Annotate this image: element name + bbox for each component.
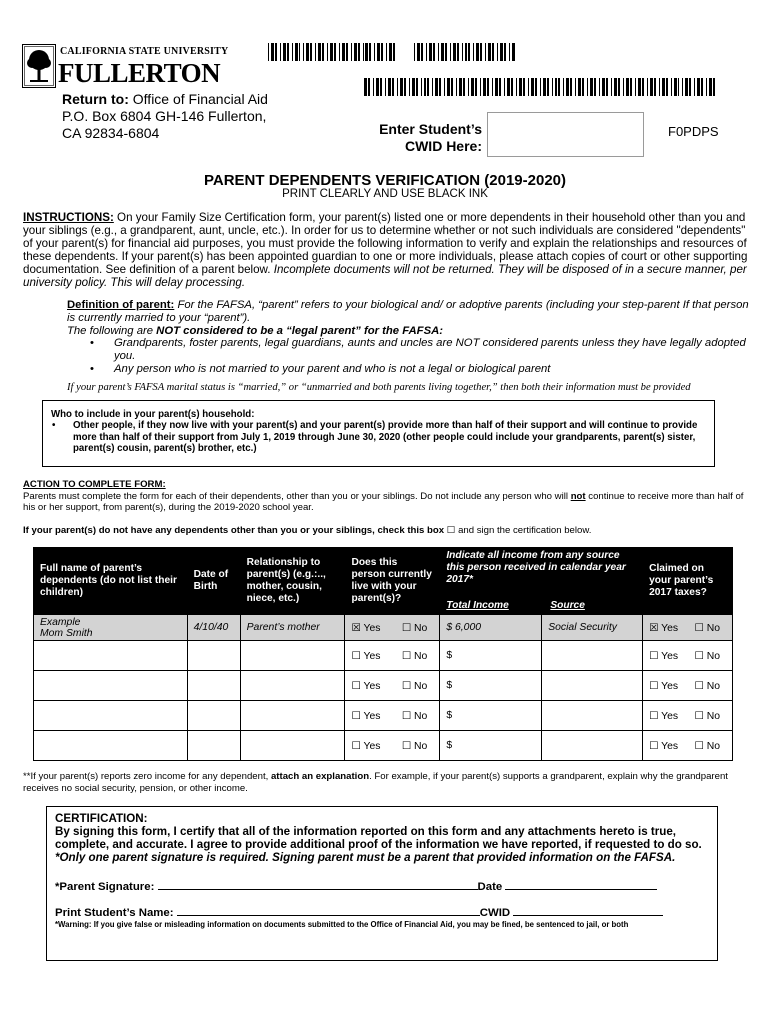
not-parent-list bbox=[114, 337, 753, 375]
not-parent-bullet-2: Any person who is not married to your parent and who is not a legal or biological parent bbox=[114, 362, 551, 375]
cwid-sign-field[interactable] bbox=[513, 905, 663, 916]
barcode-bar bbox=[701, 78, 703, 96]
income-input[interactable]: $ bbox=[440, 731, 542, 761]
barcode-bar bbox=[453, 43, 456, 61]
parent-signature-line bbox=[55, 879, 657, 893]
who-to-include-box bbox=[42, 400, 715, 467]
form-code: F0PDPS bbox=[668, 124, 719, 139]
barcode-bar bbox=[364, 78, 367, 96]
source-input[interactable] bbox=[542, 701, 643, 731]
student-name-line bbox=[55, 905, 663, 919]
example-source: Social Security bbox=[542, 615, 643, 641]
barcode-bar bbox=[706, 78, 707, 96]
dob-input[interactable] bbox=[187, 701, 240, 731]
barcode-bar bbox=[647, 78, 648, 96]
barcode-bar bbox=[552, 78, 553, 96]
barcode-top-left bbox=[268, 43, 398, 61]
barcode-bar bbox=[465, 43, 468, 61]
no-dependents-checkbox[interactable]: ☐ bbox=[446, 525, 456, 536]
barcode-bar bbox=[674, 78, 677, 96]
col-header-relationship: Relationship to parent(s) (e.g.:.., mother, cousin, niece, etc.) bbox=[240, 548, 345, 615]
barcode-bar bbox=[365, 43, 368, 61]
barcode-bar bbox=[330, 43, 333, 61]
claimed-no-checkbox[interactable]: ☐ No bbox=[694, 740, 720, 752]
barcode-bar bbox=[426, 43, 427, 61]
barcode-bar bbox=[354, 43, 357, 61]
certification-italic: *Only one parent signature is required. Signing parent must be a parent that provided information on the FAFSA. bbox=[55, 851, 676, 865]
barcode-bar bbox=[694, 78, 695, 96]
barcode-bar bbox=[295, 43, 298, 61]
col-header-total-income: Total Income bbox=[446, 600, 509, 611]
example-relationship: Parent’s mother bbox=[240, 615, 345, 641]
barcode-long bbox=[364, 78, 718, 96]
lives-yes-checkbox[interactable]: ☐ Yes bbox=[351, 680, 381, 692]
barcode-bar bbox=[509, 43, 510, 61]
barcode-bar bbox=[487, 78, 489, 96]
barcode-bar bbox=[429, 43, 432, 61]
barcode-bar bbox=[416, 78, 418, 96]
example-name-line-1: Example bbox=[40, 616, 81, 628]
barcode-bar bbox=[299, 43, 301, 61]
barcode-bar bbox=[363, 43, 364, 61]
barcode-bar bbox=[439, 78, 441, 96]
barcode-bar bbox=[511, 78, 513, 96]
page-subtitle: PRINT CLEARLY AND USE BLACK INK bbox=[282, 188, 488, 200]
barcode-bar bbox=[507, 78, 510, 96]
certification-heading: CERTIFICATION: bbox=[55, 812, 148, 825]
no-dependents-bold: If your parent(s) do not have any dependents other than you or your siblings, check this box bbox=[23, 525, 445, 536]
barcode-bar bbox=[635, 78, 636, 96]
barcode-bar bbox=[497, 43, 498, 61]
barcode-bar bbox=[397, 78, 398, 96]
barcode-bar bbox=[590, 78, 593, 96]
barcode-bar bbox=[476, 43, 479, 61]
barcode-bar bbox=[385, 78, 386, 96]
barcode-bar bbox=[666, 78, 668, 96]
barcode-bar bbox=[421, 43, 423, 61]
barcode-bar bbox=[535, 78, 537, 96]
barcode-bar bbox=[685, 78, 688, 96]
barcode-bar bbox=[594, 78, 596, 96]
barcode-bar bbox=[566, 78, 569, 96]
claimed-no-checkbox[interactable]: ☐ No bbox=[694, 680, 720, 692]
dependents-table bbox=[33, 547, 733, 761]
source-input[interactable] bbox=[542, 731, 643, 761]
relationship-input[interactable] bbox=[240, 731, 345, 761]
claimed-yes-checkbox[interactable]: ☐ Yes bbox=[649, 650, 679, 662]
definition-label: Definition of parent: bbox=[67, 299, 175, 311]
cwid-label-line-2: CWID Here: bbox=[404, 138, 482, 154]
claimed-no-checkbox[interactable]: ☐ No bbox=[694, 710, 720, 722]
lives-no-checkbox[interactable]: ☐ No bbox=[401, 740, 428, 752]
barcode-bar bbox=[614, 78, 617, 96]
example-lives-yes: ☒ Yes bbox=[351, 622, 381, 634]
barcode-bar bbox=[456, 78, 457, 96]
barcode-bar bbox=[473, 43, 474, 61]
barcode-bar bbox=[662, 78, 665, 96]
barcode-bar bbox=[678, 78, 680, 96]
barcode-bar bbox=[427, 78, 429, 96]
barcode-bar bbox=[488, 43, 491, 61]
relationship-input[interactable] bbox=[240, 701, 345, 731]
barcode-bar bbox=[500, 43, 503, 61]
barcode-bar bbox=[388, 78, 391, 96]
barcode-bar bbox=[376, 78, 379, 96]
barcode-bar bbox=[351, 43, 352, 61]
barcode-bar bbox=[432, 78, 433, 96]
no-dependents-rest: and sign the certification below. bbox=[455, 525, 592, 536]
barcode-bar bbox=[271, 43, 274, 61]
zero-income-note bbox=[23, 771, 753, 795]
barcode-bar bbox=[280, 43, 281, 61]
barcode-bar bbox=[346, 43, 348, 61]
relationship-input[interactable] bbox=[240, 671, 345, 701]
income-input[interactable]: $ bbox=[440, 701, 542, 731]
barcode-bar bbox=[689, 78, 691, 96]
barcode-bar bbox=[642, 78, 644, 96]
barcode-bar bbox=[441, 43, 444, 61]
barcode-bar bbox=[512, 43, 515, 61]
barcode-bar bbox=[547, 78, 549, 96]
table-row bbox=[34, 641, 733, 671]
income-input[interactable]: $ bbox=[440, 671, 542, 701]
relationship-input[interactable] bbox=[240, 641, 345, 671]
campus-name: FULLERTON bbox=[58, 58, 221, 88]
barcode-bar bbox=[417, 43, 420, 61]
not-considered-text: The following are bbox=[67, 324, 157, 337]
instructions-text: On your Family Size Certification form, your parent(s) listed one or more dependents in their household other than you and your siblings (e.g., a grandparent, aunt, uncle, etc.). In order for us to determine whether or not such individuals are considered "dependents" of your parent(s) for financial aid purposes, you must provide the following information to verify and explain the relationships and resources of these dependents. If your parent(s) has been appointed guardian to one or more individuals, please attach copies of court or other supporting documentation. See definition of a parent below. bbox=[23, 211, 748, 276]
claimed-yes-checkbox[interactable]: ☐ Yes bbox=[649, 740, 679, 752]
barcode-bar bbox=[480, 78, 481, 96]
certification-body bbox=[55, 825, 717, 865]
barcode-bar bbox=[611, 78, 612, 96]
barcode-bar bbox=[463, 78, 465, 96]
claimed-no-checkbox[interactable]: ☐ No bbox=[694, 650, 720, 662]
barcode-bar bbox=[528, 78, 529, 96]
barcode-bar bbox=[638, 78, 641, 96]
barcode-bar bbox=[322, 43, 324, 61]
who-to-include-item: • Other people, if they now live with your parent(s) and your parent(s) provide more than half of their support and will continue to provide more than half of their support from July 1, 2019 through June 30, 2020 (other people could include your grandparents, parent(s) sister, parent(s) cousin, parent(s) brother, etc.) bbox=[51, 420, 708, 454]
example-name-line-2: Mom Smith bbox=[40, 627, 93, 639]
example-income: $ 6,000 bbox=[440, 615, 542, 641]
claimed-yes-checkbox[interactable]: ☐ Yes bbox=[649, 680, 679, 692]
example-claimed bbox=[643, 615, 733, 641]
barcode-bar bbox=[445, 43, 447, 61]
dependent-name-input[interactable] bbox=[34, 671, 188, 701]
return-address-line-2: CA 92834-6804 bbox=[62, 125, 160, 141]
barcode-bar bbox=[310, 43, 312, 61]
barcode-bar bbox=[400, 78, 403, 96]
dob-input[interactable] bbox=[187, 731, 240, 761]
university-name: CALIFORNIA STATE UNIVERSITY bbox=[60, 46, 229, 57]
barcode-bar bbox=[368, 78, 370, 96]
source-input[interactable] bbox=[542, 641, 643, 671]
barcode-bar bbox=[433, 43, 435, 61]
action-section bbox=[23, 479, 753, 514]
barcode-bar bbox=[495, 78, 498, 96]
barcode-bar bbox=[468, 43, 470, 61]
barcode-bar bbox=[318, 43, 321, 61]
example-lives-with bbox=[345, 615, 440, 641]
barcode-bar bbox=[504, 78, 505, 96]
table-header-row bbox=[34, 548, 733, 615]
table-row bbox=[34, 731, 733, 761]
lives-no-checkbox[interactable]: ☐ No bbox=[401, 680, 428, 692]
barcode-bar bbox=[268, 43, 269, 61]
barcode-bar bbox=[459, 78, 462, 96]
barcode-bar bbox=[492, 78, 493, 96]
barcode-bar bbox=[618, 78, 620, 96]
barcode-bar bbox=[421, 78, 422, 96]
instructions bbox=[23, 212, 751, 289]
date-label: Date bbox=[477, 881, 503, 893]
example-lives-no: ☐ No bbox=[401, 622, 428, 634]
page-title: PARENT DEPENDENTS VERIFICATION (2019-2020) bbox=[203, 172, 567, 189]
warning-text: *Warning: If you give false or misleading information on documents submitted to the Office of Financial Aid, you may be fined, be sentenced to jail, or both bbox=[55, 920, 629, 929]
dob-input[interactable] bbox=[187, 641, 240, 671]
source-input[interactable] bbox=[542, 671, 643, 701]
barcode-bar bbox=[358, 43, 360, 61]
dependent-name-input[interactable] bbox=[34, 731, 188, 761]
note-bold: attach an explanation bbox=[270, 771, 370, 782]
barcode-bar bbox=[630, 78, 632, 96]
barcode-bar bbox=[450, 43, 451, 61]
barcode-bar bbox=[444, 78, 445, 96]
barcode-bar bbox=[659, 78, 660, 96]
barcode-bar bbox=[369, 43, 371, 61]
claimed-cell bbox=[643, 641, 733, 671]
barcode-bar bbox=[475, 78, 477, 96]
list-item bbox=[114, 337, 753, 363]
parent-signature-field[interactable] bbox=[158, 879, 478, 890]
barcode-bar bbox=[543, 78, 546, 96]
barcode-bar bbox=[275, 43, 277, 61]
barcode-bar bbox=[499, 78, 501, 96]
claimed-cell bbox=[643, 671, 733, 701]
barcode-bar bbox=[504, 43, 506, 61]
table-row bbox=[34, 671, 733, 701]
col-header-lives-with: Does this person currently live with your parent(s)? bbox=[345, 548, 440, 615]
barcode-bar bbox=[303, 43, 304, 61]
tree-seal-icon bbox=[22, 44, 56, 88]
example-claimed-yes: ☒ Yes bbox=[649, 622, 679, 634]
student-name-label: Print Student’s Name: bbox=[55, 907, 174, 919]
barcode-bar bbox=[709, 78, 712, 96]
barcode-bar bbox=[393, 43, 395, 61]
barcode-bar bbox=[386, 43, 387, 61]
barcode-bar bbox=[480, 43, 482, 61]
no-dependents-line bbox=[23, 525, 591, 536]
cwid-input[interactable] bbox=[487, 112, 644, 157]
certification-box bbox=[46, 806, 718, 961]
barcode-bar bbox=[671, 78, 672, 96]
barcode-bar bbox=[334, 43, 336, 61]
barcode-bar bbox=[287, 43, 289, 61]
barcode-bar bbox=[599, 78, 600, 96]
marital-status-note: If your parent’s FAFSA marital status is “married,” or “unmarried and both parents living together,” then both their information must be provided bbox=[67, 382, 691, 393]
barcode-bar bbox=[292, 43, 293, 61]
certification-text: By signing this form, I certify that all of the information reported on this form and any attachments hereto is true, complete, and accurate. I agree to provide additional proof of the information we have reported, if requested to do so. bbox=[55, 825, 702, 852]
instructions-italic: Incomplete documents will not be returned. They will be disposed of in a secure manner, per university policy. This will delay processing. bbox=[23, 262, 747, 289]
barcode-bar bbox=[392, 78, 394, 96]
lives-yes-checkbox[interactable]: ☐ Yes bbox=[351, 710, 381, 722]
example-dob: 4/10/40 bbox=[187, 615, 240, 641]
barcode-bar bbox=[283, 43, 286, 61]
instructions-label: INSTRUCTIONS: bbox=[23, 211, 114, 224]
income-input[interactable]: $ bbox=[440, 641, 542, 671]
cwid-sign-label: CWID bbox=[479, 907, 511, 919]
barcode-bar bbox=[602, 78, 605, 96]
example-name bbox=[34, 615, 188, 641]
barcode-bar bbox=[682, 78, 683, 96]
barcode-bar bbox=[327, 43, 328, 61]
barcode-bar bbox=[404, 78, 406, 96]
cwid-label bbox=[340, 121, 482, 155]
action-heading: ACTION TO COMPLETE FORM: bbox=[23, 479, 166, 490]
barcode-bar bbox=[587, 78, 588, 96]
student-name-field[interactable] bbox=[177, 905, 480, 916]
note-text-2: . For example, if your parent(s) supports a grandparent, explain why the grandparent receives no social security, pension, or other income. bbox=[23, 771, 728, 794]
action-text-not: not bbox=[570, 490, 586, 502]
barcode-bar bbox=[523, 78, 525, 96]
lives-yes-checkbox[interactable]: ☐ Yes bbox=[351, 650, 381, 662]
barcode-bar bbox=[389, 43, 392, 61]
barcode-bar bbox=[654, 78, 656, 96]
action-text-2: continue to receive more than half of his or her support, from parent(s), during the 2019-2020 school year. bbox=[23, 490, 744, 514]
table-row-example bbox=[34, 615, 733, 641]
lives-with-cell bbox=[345, 671, 440, 701]
return-address bbox=[62, 91, 268, 142]
barcode-bar bbox=[471, 78, 474, 96]
lives-with-cell bbox=[345, 641, 440, 671]
barcode-bar bbox=[570, 78, 572, 96]
parent-signature-label: *Parent Signature: bbox=[55, 881, 155, 893]
barcode-bar bbox=[315, 43, 316, 61]
dependent-name-input[interactable] bbox=[34, 641, 188, 671]
claimed-cell bbox=[643, 701, 733, 731]
return-label: Return to: bbox=[62, 91, 129, 107]
barcode-bar bbox=[438, 43, 439, 61]
barcode-bar bbox=[582, 78, 584, 96]
dependent-name-input[interactable] bbox=[34, 701, 188, 731]
barcode-bar bbox=[468, 78, 469, 96]
dob-input[interactable] bbox=[187, 671, 240, 701]
barcode-bar bbox=[462, 43, 463, 61]
col-header-source: Source bbox=[550, 600, 585, 611]
return-office: Office of Financial Aid bbox=[132, 91, 268, 107]
barcode-bar bbox=[485, 43, 486, 61]
barcode-bar bbox=[563, 78, 564, 96]
lives-yes-checkbox[interactable]: ☐ Yes bbox=[351, 740, 381, 752]
barcode-bar bbox=[447, 78, 450, 96]
col-header-claimed: Claimed on your parent’s 2017 taxes? bbox=[643, 548, 733, 615]
barcode-bar bbox=[623, 78, 624, 96]
lives-with-cell bbox=[345, 731, 440, 761]
lives-with-cell bbox=[345, 701, 440, 731]
example-claimed-no: ☐ No bbox=[694, 622, 720, 634]
not-considered-bold: NOT considered to be a “legal parent” for the FAFSA: bbox=[156, 324, 444, 337]
barcode-bar bbox=[457, 43, 459, 61]
list-item bbox=[114, 363, 753, 376]
barcode-bar bbox=[492, 43, 494, 61]
barcode-bar bbox=[381, 43, 383, 61]
university-logo bbox=[22, 44, 229, 94]
barcode-bar bbox=[380, 78, 382, 96]
claimed-yes-checkbox[interactable]: ☐ Yes bbox=[649, 710, 679, 722]
action-text-1: Parents must complete the form for each of their dependents, other than you or your siblings. Do not include any person who will bbox=[23, 490, 571, 502]
barcode-bar bbox=[606, 78, 608, 96]
barcode-bar bbox=[697, 78, 700, 96]
return-address-line-1: P.O. Box 6804 GH-146 Fullerton, bbox=[62, 108, 267, 124]
lives-no-checkbox[interactable]: ☐ No bbox=[401, 710, 428, 722]
table-row bbox=[34, 701, 733, 731]
col-header-name: Full name of parent’s dependents (do not list their children) bbox=[34, 548, 188, 615]
definition-of-parent bbox=[67, 299, 753, 376]
lives-no-checkbox[interactable]: ☐ No bbox=[401, 650, 428, 662]
barcode-bar bbox=[626, 78, 629, 96]
barcode-bar bbox=[451, 78, 453, 96]
barcode-bar bbox=[412, 78, 415, 96]
barcode-bar bbox=[483, 78, 486, 96]
income-header-text: Indicate all income from any source this person received in calendar year 2017* bbox=[446, 550, 626, 585]
not-parent-bullet-1: Grandparents, foster parents, legal guardians, aunts and uncles are NOT considered parents unless they have legally adopted you. bbox=[114, 337, 746, 363]
barcode-bar bbox=[374, 43, 375, 61]
barcode-bar bbox=[578, 78, 581, 96]
col-header-income bbox=[440, 548, 643, 615]
barcode-bar bbox=[555, 78, 558, 96]
definition-text: For the FAFSA, “parent” refers to your biological and/ or adoptive parents (including your step-parent If that person is currently married to your “parent”). bbox=[67, 299, 749, 324]
who-to-include-heading: Who to include in your parent(s) household: bbox=[51, 409, 255, 420]
barcode-bar bbox=[540, 78, 541, 96]
date-field[interactable] bbox=[505, 879, 657, 890]
barcode-bar bbox=[650, 78, 653, 96]
barcode-bar bbox=[339, 43, 340, 61]
col-header-dob: Date of Birth bbox=[187, 548, 240, 615]
barcode-bar bbox=[558, 78, 560, 96]
barcode-bar bbox=[377, 43, 380, 61]
barcode-bar bbox=[342, 43, 345, 61]
barcode-bar bbox=[373, 78, 374, 96]
barcode-bar bbox=[424, 78, 427, 96]
barcode-bar bbox=[516, 78, 517, 96]
cwid-label-line-1: Enter Student’s bbox=[379, 121, 482, 137]
barcode-bar bbox=[414, 43, 415, 61]
barcode-bar bbox=[713, 78, 715, 96]
claimed-cell bbox=[643, 731, 733, 761]
barcode-bar bbox=[435, 78, 438, 96]
barcode-bar bbox=[575, 78, 576, 96]
barcode-bar bbox=[409, 78, 410, 96]
barcode-bar bbox=[519, 78, 522, 96]
barcode-bar bbox=[306, 43, 309, 61]
note-text-1: **If your parent(s) reports zero income for any dependent, bbox=[23, 771, 271, 782]
barcode-bar bbox=[531, 78, 534, 96]
barcode-top-right bbox=[414, 43, 516, 61]
